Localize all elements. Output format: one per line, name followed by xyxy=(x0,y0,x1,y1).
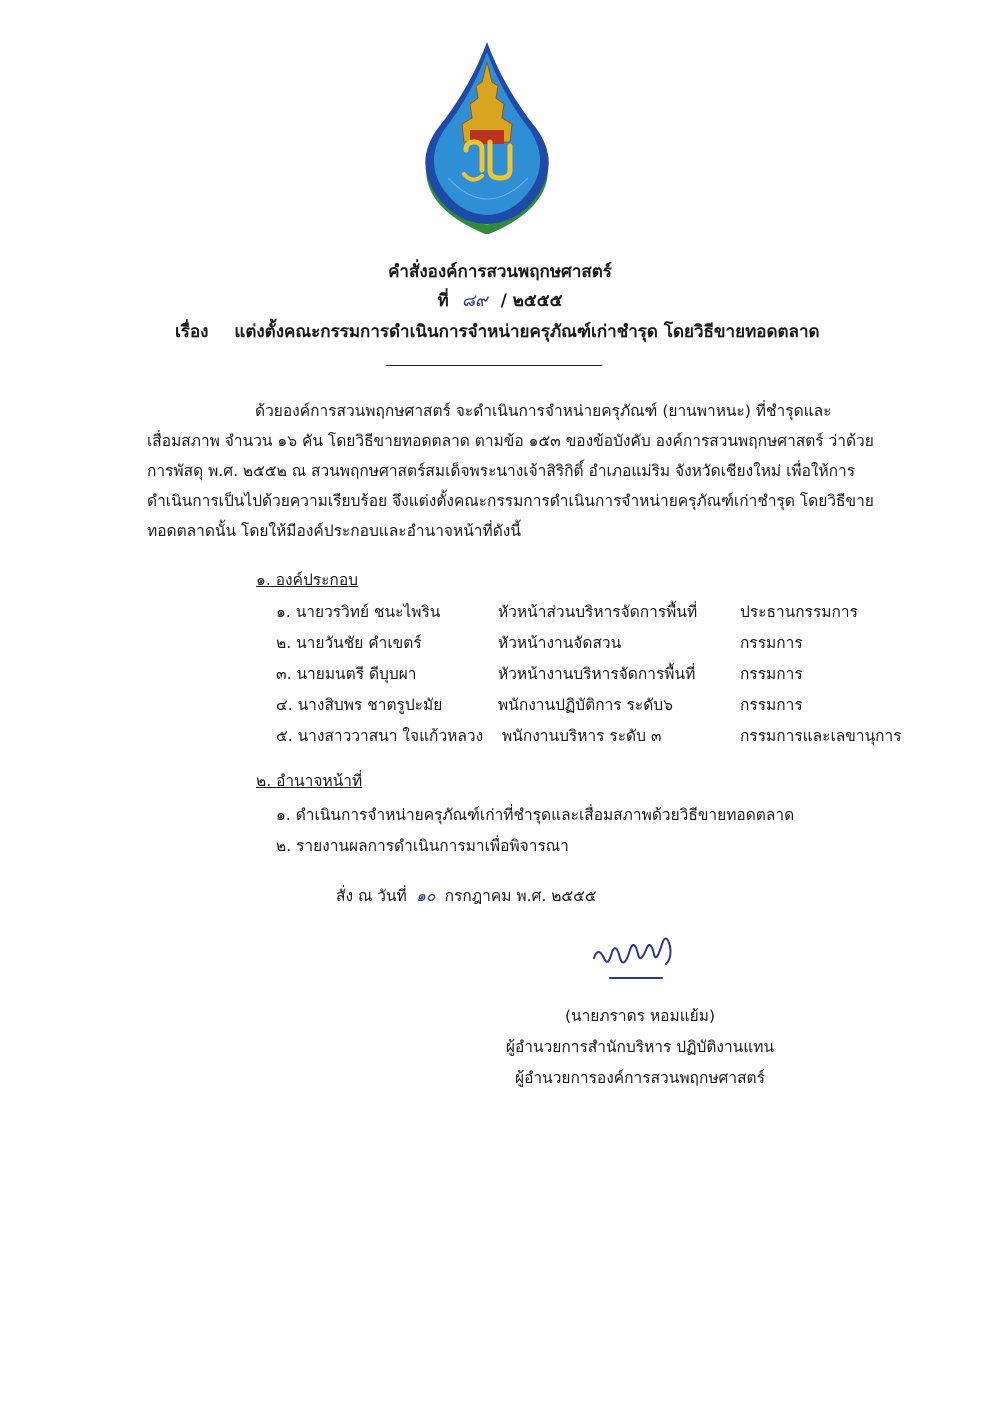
body-line: เสื่อมสภาพ จำนวน ๑๖ คัน โดยวิธีขายทอดตลาด ตามข้อ ๑๕๓ ของข้อบังคับ องค์การสวนพฤกษศาสตร์ ว่าด้วย xyxy=(147,432,874,450)
member-name: ๔. นางสิบพร ชาตรูปะมัย xyxy=(276,696,443,714)
member-position: หัวหน้าส่วนบริหารจัดการพื้นที่ xyxy=(498,603,698,621)
signatory-block xyxy=(470,1001,810,1094)
signatory-title-2: ผู้อำนวยการองค์การสวนพฤกษศาสตร์ xyxy=(515,1069,765,1087)
header-divider xyxy=(386,365,602,366)
member-row xyxy=(276,692,916,720)
agency-emblem-icon xyxy=(412,38,562,234)
member-row xyxy=(276,661,916,689)
member-position: พนักงานบริหาร ระดับ ๓ xyxy=(502,727,662,745)
signatory-name: (นายภราดร หอมแย้ม) xyxy=(564,1007,716,1025)
member-row xyxy=(276,599,916,627)
body-paragraph xyxy=(147,396,904,546)
signed-day: ๑๐ xyxy=(416,887,436,905)
member-role: ประธานกรรมการ xyxy=(740,603,858,621)
subject-label: เรื่อง xyxy=(175,322,209,342)
order-number-prefix: ที่ xyxy=(437,291,449,311)
member-role: กรรมการ xyxy=(740,634,803,652)
signed-month-year: กรกฎาคม พ.ศ. ๒๕๕๕ xyxy=(444,887,597,905)
member-position: หัวหน้างานจัดสวน xyxy=(498,634,622,652)
member-name: ๒. นายวันชัย คำเขตร์ xyxy=(276,634,422,652)
duties-heading: ๒. อำนาจหน้าที่ xyxy=(256,772,363,790)
member-position: หัวหน้างานบริหารจัดการพื้นที่ xyxy=(498,665,696,683)
member-role: กรรมการและเลขานุการ xyxy=(740,727,902,745)
member-row xyxy=(276,723,916,751)
body-line: ดำเนินการเป็นไปด้วยความเรียบร้อย จึงแต่งตั้งคณะกรรมการดำเนินการจำหน่ายครุภัณฑ์เก่าชำรุด โดยวิธีขาย xyxy=(147,492,874,510)
handwritten-signature-icon xyxy=(590,928,680,988)
member-name: ๕. นางสาววาสนา ใจแก้วหลวง xyxy=(276,727,484,745)
order-number-value: ๘๙ xyxy=(461,291,488,311)
member-name: ๑. นายวรวิทย์ ชนะไพริน xyxy=(276,603,441,621)
composition-heading: ๑. องค์ประกอบ xyxy=(256,571,358,589)
duty-item: ๑. ดำเนินการจำหน่ายครุภัณฑ์เก่าที่ชำรุดและเสื่อมสภาพด้วยวิธีขายทอดตลาด xyxy=(276,806,795,824)
order-subject xyxy=(175,318,820,345)
order-number xyxy=(0,287,1000,314)
body-line: ทอดตลาดนั้น โดยให้มีองค์ประกอบและอำนาจหน้าที่ดังนี้ xyxy=(147,522,521,540)
order-number-year: / ๒๕๕๕ xyxy=(500,291,563,311)
duty-item: ๒. รายงานผลการดำเนินการมาเพื่อพิจารณา xyxy=(276,837,569,855)
member-role: กรรมการ xyxy=(740,665,803,683)
member-row xyxy=(276,630,916,658)
body-line: ด้วยองค์การสวนพฤกษศาสตร์ จะดำเนินการจำหน่ายครุภัณฑ์ (ยานพาหนะ) ที่ชำรุดและ xyxy=(255,402,832,420)
signed-date xyxy=(336,883,597,908)
subject-text: แต่งตั้งคณะกรรมการดำเนินการจำหน่ายครุภัณฑ์เก่าชำรุด โดยวิธีขายทอดตลาด xyxy=(234,322,820,342)
signatory-title-1: ผู้อำนวยการสำนักบริหาร ปฏิบัติงานแทน xyxy=(505,1038,775,1056)
member-name: ๓. นายมนตรี ดีบุบผา xyxy=(276,665,417,683)
order-title: คำสั่งองค์การสวนพฤกษศาสตร์ xyxy=(388,262,612,282)
signed-prefix: สั่ง ณ วันที่ xyxy=(336,887,407,905)
body-line: การพัสดุ พ.ศ. ๒๕๕๒ ณ สวนพฤกษศาสตร์สมเด็จพระนางเจ้าสิริกิติ์ อำเภอแม่ริม จังหวัดเชียงใหม่ เพื่อให้การ xyxy=(147,462,856,480)
member-role: กรรมการ xyxy=(740,696,803,714)
member-position: พนักงานปฏิบัติการ ระดับ๖ xyxy=(498,696,673,714)
